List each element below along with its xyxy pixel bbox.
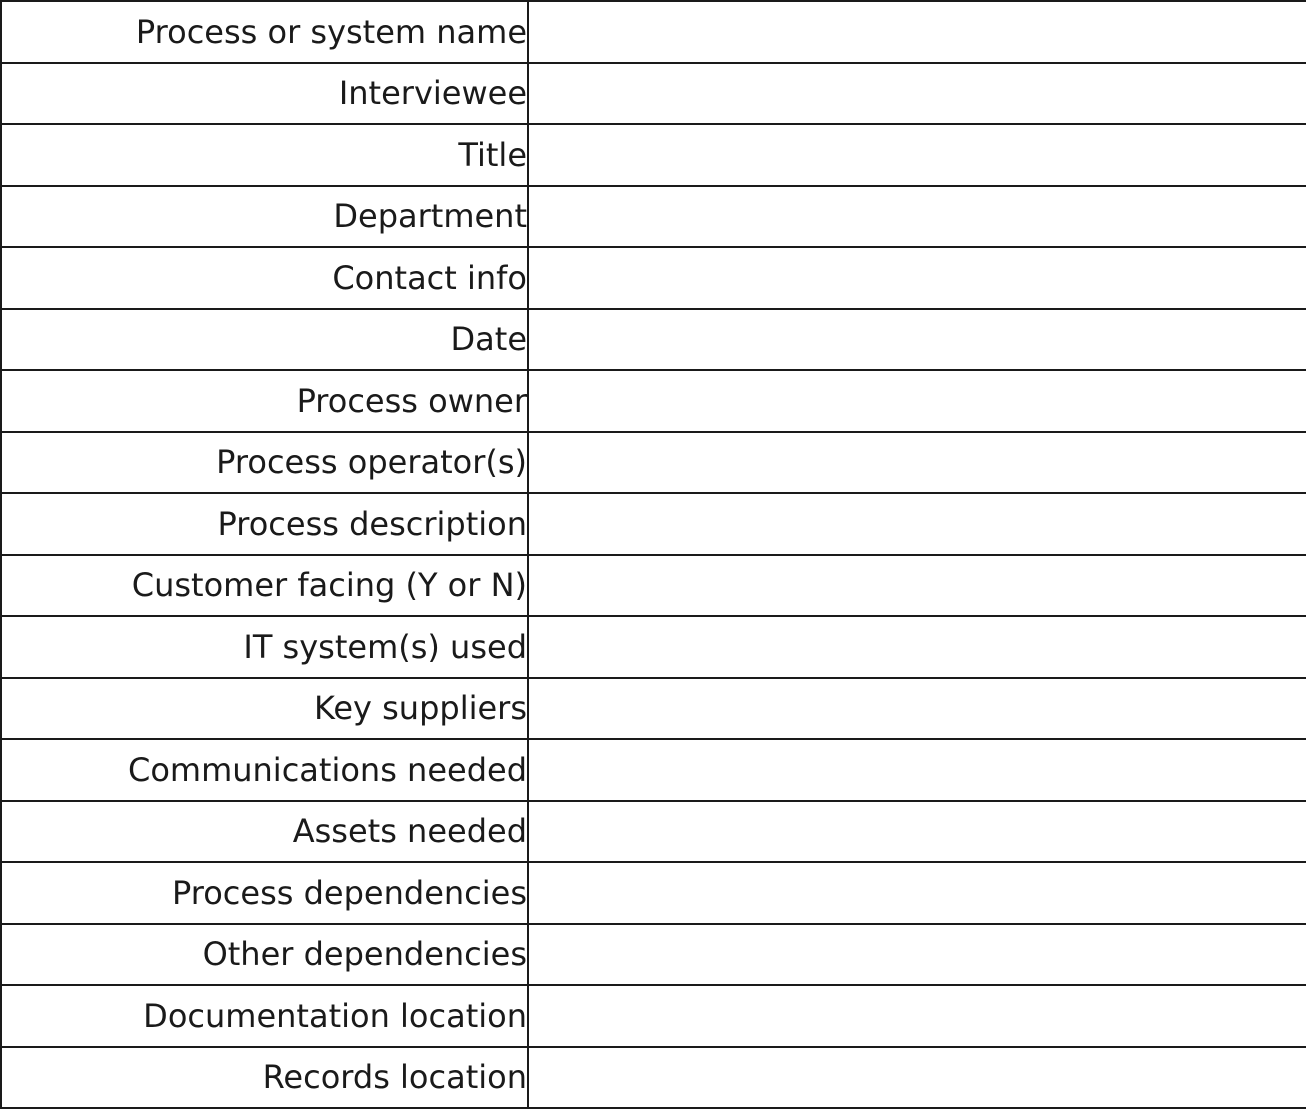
field-value-input[interactable] — [529, 679, 1306, 739]
field-label: Communications needed — [1, 739, 528, 801]
field-label: Process dependencies — [1, 862, 528, 924]
field-label: Customer facing (Y or N) — [1, 555, 528, 617]
field-label: Contact info — [1, 247, 528, 309]
field-label: Interviewee — [1, 63, 528, 125]
field-value-input[interactable] — [529, 248, 1306, 308]
field-value-input[interactable] — [529, 617, 1306, 677]
field-value-input[interactable] — [529, 494, 1306, 554]
field-value-input[interactable] — [529, 802, 1306, 862]
field-value-input[interactable] — [529, 187, 1306, 247]
form-row — [1, 370, 1306, 432]
form-row — [1, 862, 1306, 924]
field-label: Process or system name — [1, 1, 528, 63]
field-value-cell — [528, 370, 1306, 432]
field-value-cell — [528, 985, 1306, 1047]
field-value-cell — [528, 801, 1306, 863]
form-row — [1, 616, 1306, 678]
form-body — [1, 1, 1306, 1108]
field-label: Department — [1, 186, 528, 248]
form-row — [1, 432, 1306, 494]
field-value-cell — [528, 924, 1306, 986]
form-row — [1, 985, 1306, 1047]
form-row — [1, 678, 1306, 740]
field-value-cell — [528, 186, 1306, 248]
field-value-input[interactable] — [529, 556, 1306, 616]
field-value-cell — [528, 862, 1306, 924]
field-label: Title — [1, 124, 528, 186]
form-row — [1, 924, 1306, 986]
field-value-input[interactable] — [529, 310, 1306, 370]
field-label: Documentation location — [1, 985, 528, 1047]
form-row — [1, 63, 1306, 125]
field-value-input[interactable] — [529, 1048, 1306, 1108]
field-value-cell — [528, 1, 1306, 63]
field-value-cell — [528, 493, 1306, 555]
form-row — [1, 493, 1306, 555]
field-value-input[interactable] — [529, 64, 1306, 124]
field-label: Key suppliers — [1, 678, 528, 740]
field-label: Other dependencies — [1, 924, 528, 986]
form-row — [1, 186, 1306, 248]
form-row — [1, 801, 1306, 863]
field-value-cell — [528, 739, 1306, 801]
form-row — [1, 309, 1306, 371]
form-row — [1, 739, 1306, 801]
field-value-cell — [528, 63, 1306, 125]
field-label: Records location — [1, 1047, 528, 1109]
field-value-cell — [528, 124, 1306, 186]
field-value-cell — [528, 678, 1306, 740]
field-value-input[interactable] — [529, 371, 1306, 431]
field-value-cell — [528, 616, 1306, 678]
field-label: IT system(s) used — [1, 616, 528, 678]
field-value-cell — [528, 1047, 1306, 1109]
form-row — [1, 1047, 1306, 1109]
field-value-input[interactable] — [529, 2, 1306, 62]
field-value-cell — [528, 309, 1306, 371]
form-row — [1, 1, 1306, 63]
field-label: Process owner — [1, 370, 528, 432]
field-value-input[interactable] — [529, 925, 1306, 985]
field-value-input[interactable] — [529, 433, 1306, 493]
form-row — [1, 124, 1306, 186]
field-value-input[interactable] — [529, 740, 1306, 800]
field-label: Date — [1, 309, 528, 371]
field-value-cell — [528, 432, 1306, 494]
field-value-cell — [528, 555, 1306, 617]
field-value-input[interactable] — [529, 986, 1306, 1046]
field-label: Process description — [1, 493, 528, 555]
field-value-input[interactable] — [529, 125, 1306, 185]
field-label: Assets needed — [1, 801, 528, 863]
field-value-cell — [528, 247, 1306, 309]
field-label: Process operator(s) — [1, 432, 528, 494]
field-value-input[interactable] — [529, 863, 1306, 923]
form-row — [1, 247, 1306, 309]
form-row — [1, 555, 1306, 617]
